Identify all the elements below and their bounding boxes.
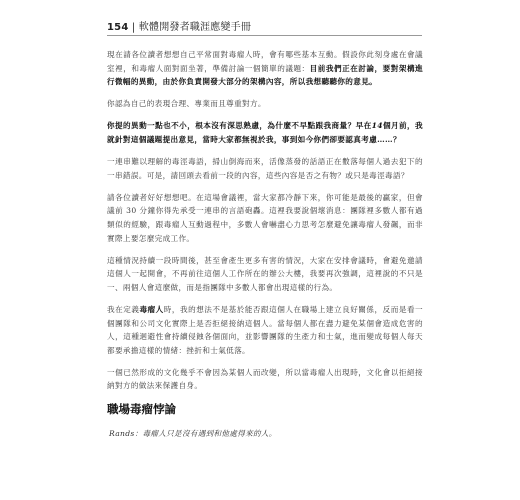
quote-author: Rands [109, 429, 135, 439]
paragraph-7-text-a: 我在定義 [107, 304, 140, 314]
paragraph-5: 請各位讀者好好想想吧。在這場會議裡，當大家都冷靜下來，你可能是最後的贏家，但會議前 30 分鐘你得先承受一連串的言語砲轟。這裡我要說個壞消息：團隊裡多數人都有過類似的經驗，跟毒瘤人互動過程中，多數人會嚇盡心力思考怎麼避免讓毒瘤人發飆，而非實際上要怎麼完成工作。 [107, 192, 423, 243]
header-separator: | [131, 22, 136, 33]
paragraph-3-emphasis-b: 個月前，我就針對這個議題提出意見，當時大家都無視於我，事到如今你們卻要認真考慮……？ [107, 121, 424, 144]
paragraph-3 [107, 119, 423, 146]
paragraph-3-number: 14 [371, 121, 383, 131]
paragraph-1-emphasis: 目前我們正在討論，要對架構進行微幅的異動，由於你負責開發大部分的架構內容，所以我想聽聽你的意見。 [107, 63, 423, 87]
header-rule [107, 35, 422, 36]
paragraph-4: 一連串難以理解的毒涇毒語，掃山倒海而來，活像蒸發的話語正在數落每個人過去犯下的一串錯誤。可是，請回頭去看前一段的內容，這些內容是否之有物？或只是毒涇毒語？ [107, 157, 423, 180]
page-header [107, 18, 251, 33]
paragraph-8: 一個已然形成的文化幾乎不會因為某個人而改變，所以當毒瘤人出現時，文化會以拒絕接納對方的做法來保護自身。 [107, 367, 423, 391]
paragraph-1-text: 現在請各位讀者想想自己平常面對毒瘤人時，會有哪些基本互動。假設你此刻身處在會議室裡，和毒瘤人面對面坐著，準備討論一個簡單的議題： [107, 50, 423, 73]
section-title: 職場毒瘤悖論 [107, 402, 176, 417]
quote-text: ：毒瘤人只是沒有遇到和他處得來的人。 [134, 429, 277, 439]
paragraph-2: 你認為自己的表現合理、專業而且尊重對方。 [107, 99, 266, 109]
paragraph-3-emphasis-a: 你提的異動一點也不小，根本沒有深思熟慮，為什麼不早點跟我商量？早在 [107, 121, 372, 131]
page-content [107, 48, 423, 440]
paragraph-6: 這種情況持續一段時間後，甚至會產生更多有害的情況，大家在安排會議時，會避免邀請這個人一起開會，不再前往這個人工作所在的辦公大樓，我要再次強調，這裡說的不只是一、兩個人會這麼做，而是指團隊中多數人都會出現這樣的行為。 [107, 255, 423, 292]
paragraph-7-text-b: 時，我的想法不是基於能否跟這個人在職場上建立良好關係，反而是看一個團隊和公司文化實際上是否拒絕接納這個人。當每個人都在盡力避免某個會造成危害的人，這種迴避性會持續侵蝕各個面向，並影響團隊的生產力和士氣，進而變成每個人每天都要承擔這樣的情緒：挫折和士氣低落。 [107, 304, 423, 355]
book-title: 軟體開發者職涯應變手冊 [138, 22, 252, 33]
page-number: 154 [107, 22, 129, 33]
paragraph-1 [107, 48, 423, 89]
quote [109, 427, 423, 440]
paragraph-7-emphasis: 毒瘤人 [139, 304, 164, 314]
paragraph-7 [107, 303, 423, 357]
